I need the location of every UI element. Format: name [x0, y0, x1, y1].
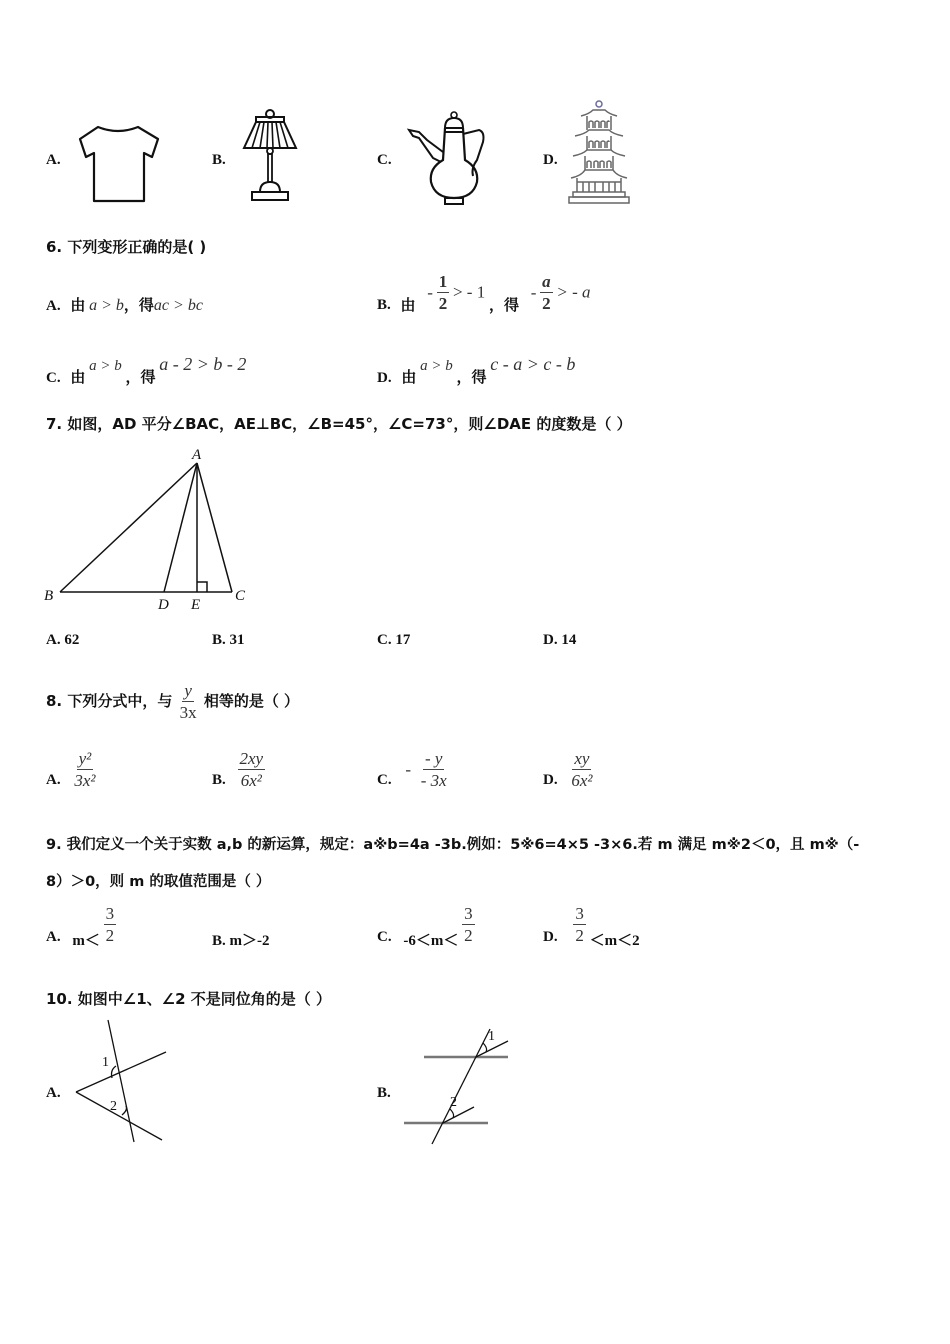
numerator: y² [78, 749, 92, 768]
q9-stem-line2: 8）＞0，则 m 的取值范围是（ ） [46, 874, 271, 890]
fraction [462, 905, 475, 944]
fraction [569, 750, 594, 789]
option-letter: A. [46, 929, 61, 945]
q9-option-d [543, 905, 640, 950]
denominator: 2 [542, 294, 551, 313]
angle-1-label: 1 [102, 1055, 109, 1070]
teapot-icon [407, 110, 492, 208]
option-letter: B. [212, 632, 226, 648]
label-a: A [192, 447, 202, 463]
q7-option-d [543, 632, 576, 649]
option-letter: B. [212, 933, 226, 949]
minus-sign: - [405, 759, 412, 779]
condition-rest: > - 1 [452, 282, 486, 302]
label-e: E [191, 597, 201, 613]
option-letter: D. [377, 370, 392, 386]
q9-option-c [377, 905, 475, 950]
option-letter: C. [46, 370, 61, 386]
numerator: y [184, 681, 192, 700]
q10-figure-b [402, 1024, 512, 1146]
label-c: C [235, 588, 246, 604]
result-rest: > - a [556, 282, 591, 302]
label-b: B [44, 588, 54, 604]
option-letter: A. [46, 298, 61, 314]
numerator: 3 [464, 904, 473, 923]
option-value: 14 [561, 632, 577, 648]
numerator: a [542, 272, 551, 291]
q10-figure-a [70, 1018, 170, 1146]
fraction [419, 750, 449, 789]
q7-option-b [212, 632, 245, 649]
option-letter: D. [543, 772, 558, 788]
option-letter: C. [377, 632, 392, 648]
result: ac > bc [153, 297, 203, 314]
option-text: m＞-2 [229, 933, 270, 949]
fraction [104, 905, 117, 944]
option-text: -6＜m＜ [403, 933, 459, 949]
segment-ac [197, 463, 232, 592]
q9-option-b [212, 929, 270, 950]
condition: a > b [420, 358, 453, 374]
angle-2-label: 2 [450, 1095, 457, 1110]
result: c - a > c - b [490, 354, 576, 374]
q5-option-a-letter: A. [46, 152, 61, 168]
condition: a > b [89, 358, 122, 374]
option-value: 62 [64, 632, 80, 648]
q7-option-c [377, 632, 410, 649]
option-letter: A. [46, 772, 61, 788]
denominator: 2 [105, 926, 115, 945]
q7-stem: 7. 如图，AD 平分∠BAC，AE⊥BC，∠B=45°，∠C=73°，则∠DAE 的度数是（ ） [46, 415, 632, 433]
label-d: D [158, 597, 169, 613]
result: a - 2 > b - 2 [159, 354, 247, 374]
option-value: 17 [395, 632, 411, 648]
triangle-figure [40, 445, 255, 615]
numerator: xy [574, 749, 590, 768]
option-letter: D. [543, 632, 558, 648]
option-letter: B. [377, 297, 391, 313]
q6-option-b [377, 270, 591, 315]
table-lamp-icon [240, 108, 302, 206]
text: 由 [401, 368, 417, 386]
numerator: 3 [575, 904, 584, 923]
option-letter: B. [212, 772, 226, 788]
q10-option-b-letter: B. [377, 1085, 391, 1101]
q8-option-c [377, 750, 449, 789]
denominator: 2 [438, 294, 448, 313]
angle-2-label: 2 [110, 1099, 117, 1114]
text: 由 [400, 296, 416, 314]
numerator: - y [425, 749, 443, 768]
q6-option-d [377, 354, 575, 387]
option-text: m＜ [72, 933, 100, 949]
text: 由 [70, 368, 86, 386]
q9-stem-line1: 9. 我们定义一个关于实数 a,b 的新运算，规定：a※b=4a -3b.例如：5※6=4×5 -3×6.若 m 满足 m※2＜0，且 m※（- [46, 837, 860, 853]
option-text: ＜m＜2 [589, 933, 640, 949]
text: 由 [70, 296, 86, 314]
fraction [540, 273, 553, 312]
option-letter: A. [46, 632, 61, 648]
stem-text: 8. 下列分式中，与 [46, 692, 173, 710]
q8-option-d [543, 750, 595, 789]
option-letter: D. [543, 929, 558, 945]
denominator: 3x² [74, 771, 96, 790]
numerator: 2xy [239, 749, 264, 768]
numerator: 3 [105, 904, 115, 923]
denominator: 6x² [240, 771, 262, 790]
denominator: 6x² [571, 771, 593, 790]
fraction [72, 750, 97, 789]
q10-stem: 10. 如图中∠1、∠2 不是同位角的是（ ） [46, 990, 332, 1008]
stem-text: 相等的是（ ） [203, 692, 300, 710]
fraction [573, 905, 586, 944]
condition: a > b [89, 297, 124, 314]
q9-option-a [46, 905, 116, 950]
q8-option-b [212, 750, 265, 789]
denominator: 2 [575, 926, 584, 945]
pagoda-icon [567, 98, 633, 208]
denominator: - 3x [420, 771, 447, 790]
option-letter: C. [377, 929, 392, 945]
fraction [178, 682, 199, 721]
q5-option-b-letter: B. [212, 152, 226, 168]
angle-1-label: 1 [488, 1029, 495, 1044]
text: ，得 [123, 296, 154, 314]
option-letter: C. [377, 772, 392, 788]
denominator: 3x [179, 703, 197, 722]
q10-option-a-letter: A. [46, 1085, 61, 1101]
numerator: 1 [438, 272, 448, 291]
t-shirt-icon [78, 125, 160, 205]
right-angle-mark [197, 582, 207, 592]
minus-sign: - [530, 282, 537, 302]
segment-ab [60, 463, 197, 592]
text: ，得 [456, 368, 487, 386]
text: ，得 [488, 296, 519, 314]
q8-stem [46, 666, 299, 721]
q8-option-a [46, 750, 98, 789]
text: ，得 [125, 368, 156, 386]
fraction [238, 750, 266, 789]
q6-option-a [46, 294, 203, 315]
q5-option-c-letter: C. [377, 152, 392, 168]
q6-stem: 6. 下列变形正确的是( ) [46, 238, 207, 256]
denominator: 2 [464, 926, 473, 945]
q6-option-c [46, 354, 246, 387]
q5-option-d-letter: D. [543, 152, 558, 168]
segment-ad [164, 463, 197, 592]
q7-option-a [46, 632, 79, 649]
option-value: 31 [229, 632, 245, 648]
fraction [437, 273, 450, 312]
minus-sign: - [427, 282, 433, 302]
